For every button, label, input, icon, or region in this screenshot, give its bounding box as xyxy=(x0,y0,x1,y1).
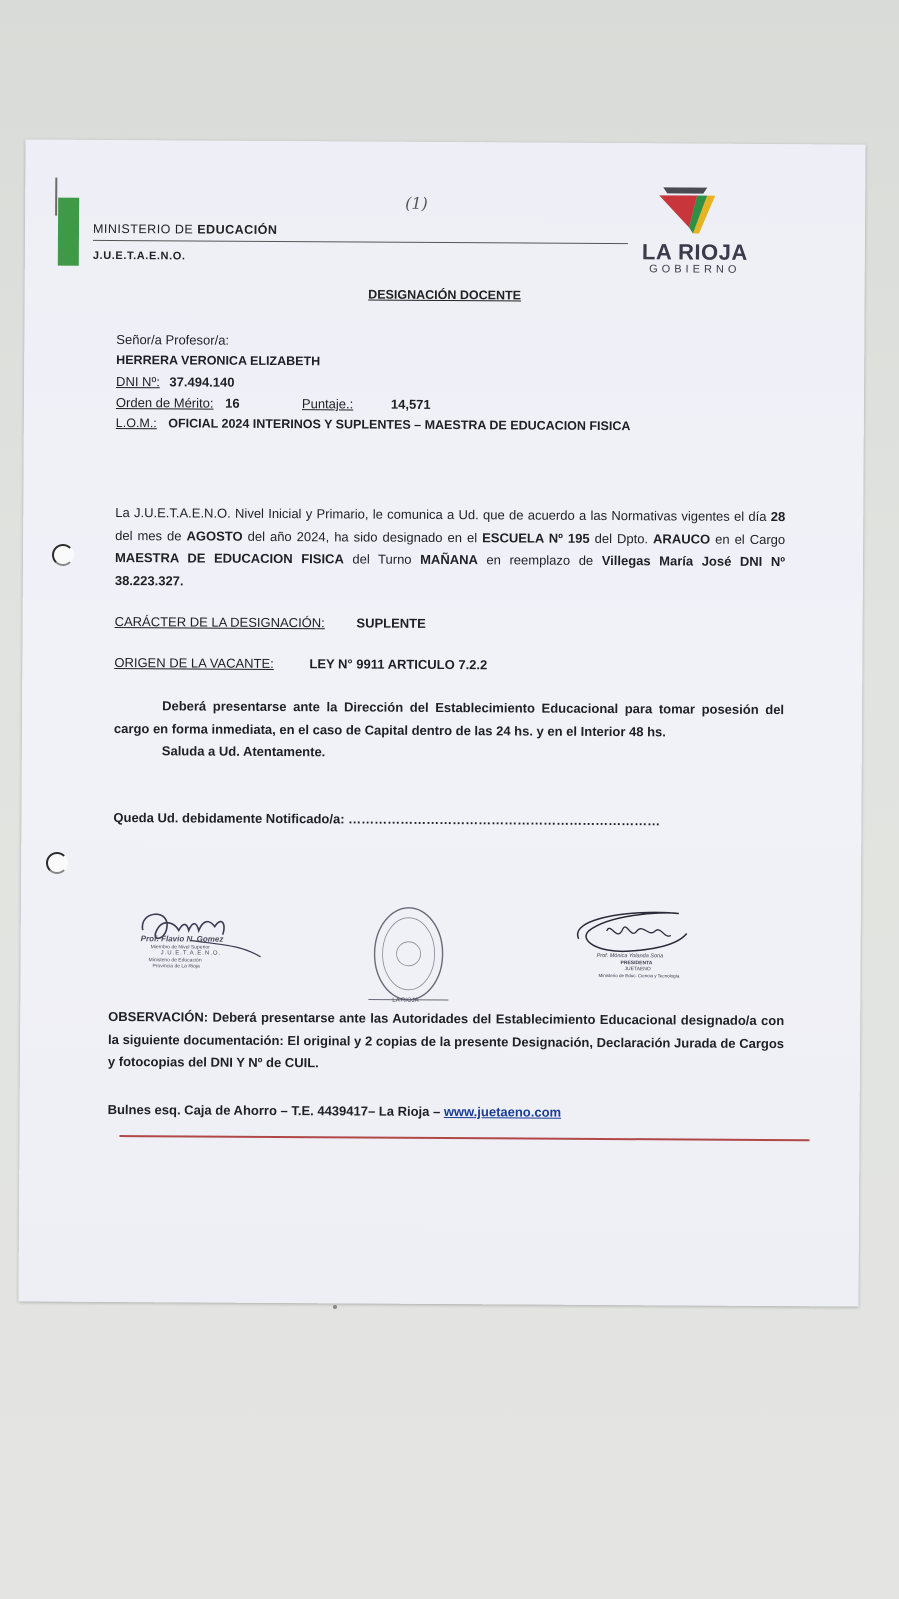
origen-value: LEY N° 9911 ARTICULO 7.2.2 xyxy=(309,656,488,673)
left-signer-line2: Miembro de Nivel Superior xyxy=(150,944,210,951)
document-title: DESIGNACIÓN DOCENTE xyxy=(368,287,522,303)
folio-number: (1) xyxy=(405,193,428,213)
caracter-row xyxy=(115,614,426,631)
left-signer-line4: Ministerio de Educación xyxy=(148,957,202,964)
puntaje-label: Puntaje.: xyxy=(301,396,354,412)
lom-row xyxy=(116,416,631,433)
juetaeno-label: J.U.E.T.A.E.N.O. xyxy=(92,249,186,263)
dni-label: DNI Nº: xyxy=(116,374,160,390)
document-page xyxy=(18,139,865,1306)
footer-rule xyxy=(119,1135,809,1141)
orden-value: 16 xyxy=(225,395,240,411)
origen-row xyxy=(114,655,487,672)
right-signature xyxy=(568,905,699,996)
margin-mark xyxy=(55,178,57,216)
right-signer-name: Prof. Mónica Yolanda Soria xyxy=(596,952,664,960)
observation-label: OBSERVACIÓN: xyxy=(108,1008,209,1025)
left-signature xyxy=(130,900,280,981)
surface-speck xyxy=(333,1305,337,1309)
left-signer-line5: Provincia de La Rioja xyxy=(152,963,200,970)
right-signer-line2: PRESIDENTA xyxy=(620,960,653,967)
presentation-paragraph: Deberá presentarse ante la Dirección del Establecimiento Educacional para tomar posesión del cargo en forma inmediata, en el caso de Capital dentro de las 24 hs. y en el Interior 48 hs. xyxy=(113,698,785,739)
official-seal xyxy=(368,904,449,1009)
dni-value: 37.494.140 xyxy=(169,374,235,390)
punch-hole xyxy=(52,544,74,566)
header-green-bar xyxy=(58,198,79,266)
recipient-name: HERRERA VERONICA ELIZABETH xyxy=(116,353,321,369)
closing-greeting: Saluda a Ud. Atentamente. xyxy=(161,743,326,760)
orden-row xyxy=(116,395,240,411)
lom-value: OFICIAL 2024 INTERINOS Y SUPLENTES – MAESTRA DE EDUCACION FISICA xyxy=(168,416,631,434)
website-link[interactable]: www.juetaeno.com xyxy=(443,1104,562,1120)
header-rule xyxy=(93,240,628,244)
salutation: Señor/a Profesor/a: xyxy=(116,332,230,348)
la-rioja-logo xyxy=(635,183,776,284)
footer-address: Bulnes esq. Caja de Ahorro – T.E. 4439417– La Rioja – www.juetaeno.com xyxy=(107,1101,562,1120)
puntaje-value: 14,571 xyxy=(390,396,431,412)
logo-subtitle: GOBIERNO xyxy=(649,263,741,276)
observation-text: Deberá presentarse ante las Autoridades del Establecimiento Educacional designado/a con la siguiente documentación: El original y 2 copias de la presente Designación, Declaración Jurada de Cargos y fotocopias del DNI Y Nº de CUIL. xyxy=(107,1009,785,1071)
seal-icon xyxy=(368,904,449,1009)
dni-row xyxy=(116,374,235,390)
puntaje-row xyxy=(302,396,431,412)
left-signer-line3: J.U.E.T.A.E.N.O. xyxy=(160,950,222,957)
observation-paragraph xyxy=(108,1006,784,1078)
designation-paragraph: La J.U.E.T.A.E.N.O. Nivel Inicial y Primario, le comunica a Ud. que de acuerdo a las Normativas vigentes el día 28 del mes de AGOSTO del año 2024, ha sido designado en el ESCUELA Nº 195 del Dpto. ARAUCO en el Cargo MAESTRA DE EDUCACION FISICA del Turno MAÑANA en reemplazo de Villegas María José DNI Nº 38.223.327. xyxy=(114,505,786,588)
caracter-label: CARÁCTER DE LA DESIGNACIÓN: xyxy=(114,613,325,631)
logo-mark-icon xyxy=(635,183,755,240)
seal-text: LA RIOJA xyxy=(392,997,419,1004)
notification-line: Queda Ud. debidamente Notificado/a: ……………………………………………………………… xyxy=(113,809,661,829)
caracter-value: SUPLENTE xyxy=(356,615,426,631)
punch-hole xyxy=(46,852,68,874)
right-signer-line3: JUETAENO xyxy=(624,966,651,973)
orden-label: Orden de Mérito: xyxy=(115,395,214,411)
logo-title: LA RIOJA xyxy=(641,239,748,265)
lom-label: L.O.M.: xyxy=(115,416,157,431)
origen-label: ORIGEN DE LA VACANTE: xyxy=(114,654,274,671)
right-signer-line4: Ministerio de Educ. Ciencia y Tecnología xyxy=(598,972,680,979)
left-signer-name: Prof. Flavio N. Gomez xyxy=(140,934,224,944)
ministerio-label: MINISTERIO DE EDUCACIÓN xyxy=(92,221,278,237)
